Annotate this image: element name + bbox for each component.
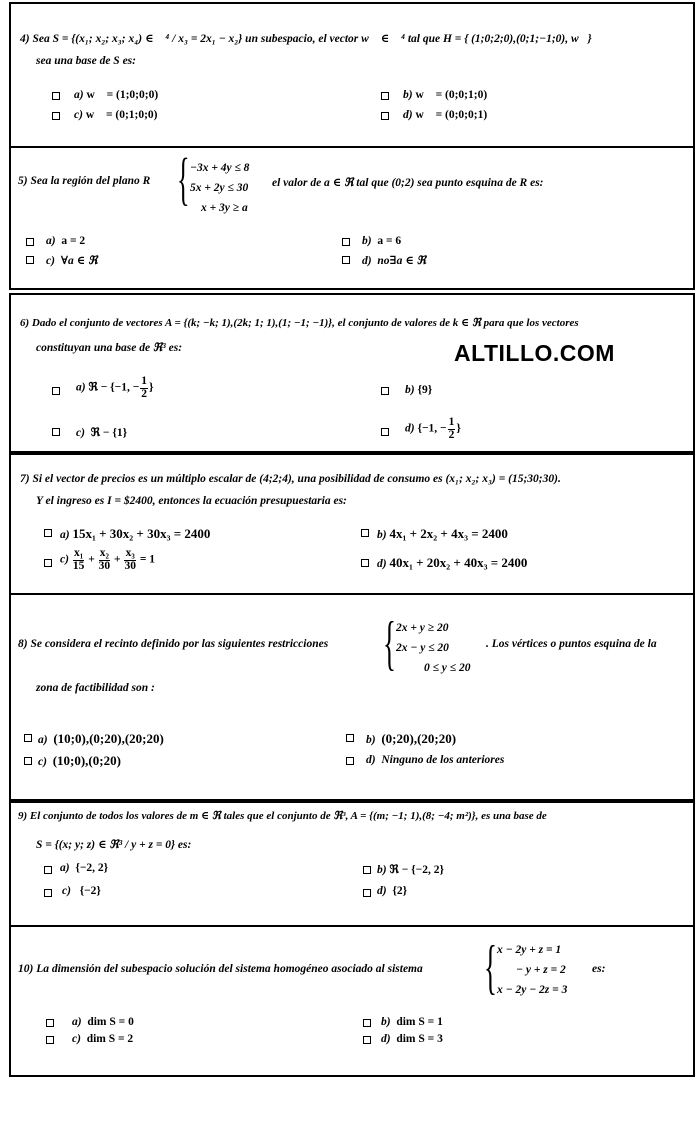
q9-option-b[interactable]: b) ℜ − {−2, 2} <box>377 864 444 876</box>
q6-option-d[interactable]: d) {−1, − $\frac{1}{2}$ } <box>405 416 461 441</box>
q7-stem-line2: Y el ingreso es I = $2400, entonces la ecuación presupuestaria es: <box>36 495 347 507</box>
q6-option-b-checkbox[interactable] <box>381 387 389 395</box>
q6-option-b[interactable]: b) {9} <box>405 384 433 396</box>
q8-system-row-2: 2x − y ≤ 20 <box>396 642 449 654</box>
q4-stem-line2: sea una base de S es: <box>36 55 136 67</box>
q10-option-a[interactable]: a) dim S = 0 <box>72 1016 134 1028</box>
q7-option-b[interactable]: b) 4x₁ + 2x₂ + 4x₃ = 2400 <box>377 526 508 541</box>
question-8-box <box>9 593 695 801</box>
q9-option-a-checkbox[interactable] <box>44 866 52 874</box>
q5-option-a-checkbox[interactable] <box>26 238 34 246</box>
watermark: ALTILLO.COM <box>454 340 615 366</box>
q4-stem-line1: 4) Sea S = {(x₁; x₂; x₃; x₄) ∈ ℜ⁴ / x₃ = 2x₁ − x₂} un subespacio, el vector w⃗ ∈ ℜ⁴ tal que H = { (1;0;2;0),(0;1;−1;0), w⃗} <box>20 33 592 45</box>
q8-option-c-checkbox[interactable] <box>24 757 32 765</box>
q10-system-row-1: x − 2y + z = 1 <box>497 944 562 956</box>
q8-option-c[interactable]: c) (10;0),(0;20) <box>38 753 121 768</box>
q10-option-c[interactable]: c) dim S = 2 <box>72 1033 134 1045</box>
q8-system-row-1: 2x + y ≥ 20 <box>396 622 449 634</box>
q5-stem-suffix: el valor de a ∈ ℜ tal que (0;2) sea punto esquina de R es: <box>272 177 544 189</box>
q8-stem-line2: zona de factibilidad son : <box>36 682 155 694</box>
q9-option-d-checkbox[interactable] <box>363 889 371 897</box>
q6-stem-line1: 6) Dado el conjunto de vectores A = {(k; −k; 1),(2k; 1; 1),(1; −1; −1)}, el conjunto de valores de k ∈ ℜ para que los vectores <box>20 317 579 329</box>
q8-option-a-checkbox[interactable] <box>24 734 32 742</box>
q5-system <box>190 158 249 218</box>
q5-option-c[interactable]: c) ∀a ∈ ℜ <box>46 255 98 267</box>
q7-option-d[interactable]: d) 40x₁ + 20x₂ + 40x₃ = 2400 <box>377 555 528 570</box>
q10-system <box>497 940 567 1000</box>
q9-stem-line1: 9) El conjunto de todos los valores de m ∈ ℜ tales que el conjunto de ℜ³, A = {(m; −1; 1),(8; −4; m²)}, es una base de <box>18 810 547 822</box>
q10-option-a-checkbox[interactable] <box>46 1019 54 1027</box>
q4-option-d[interactable]: d) w⃗ = (0;0;0;1) <box>403 109 488 121</box>
q5-stem-prefix: 5) Sea la región del plano R <box>18 175 151 187</box>
q9-option-b-checkbox[interactable] <box>363 866 371 874</box>
q6-option-c[interactable]: c) ℜ − {1} <box>76 427 128 439</box>
q4-option-c[interactable]: c) w⃗ = (0;1;0;0) <box>74 109 158 121</box>
q5-option-c-checkbox[interactable] <box>26 256 34 264</box>
q10-system-brace: { <box>484 934 497 1000</box>
q10-option-b[interactable]: b) dim S = 1 <box>381 1016 443 1028</box>
q8-option-b[interactable]: b) (0;20),(20;20) <box>366 731 457 746</box>
q10-system-row-2: − y + z = 2 <box>516 964 566 976</box>
q4-option-c-checkbox[interactable] <box>52 112 60 120</box>
q10-stem-suffix: es: <box>592 963 606 975</box>
q5-option-a[interactable]: a) a = 2 <box>46 235 86 247</box>
q4-option-b[interactable]: b) w⃗ = (0;0;1;0) <box>403 89 488 101</box>
q7-option-c[interactable]: c) $\frac{\text{x₁}}{15}$ + $\frac{\text{x₂}}{30}$ + $\frac{\text{x₃}}{30}$ = 1 <box>60 547 155 572</box>
q5-option-b-checkbox[interactable] <box>342 238 350 246</box>
q7-option-a[interactable]: a) 15x₁ + 30x₂ + 30x₃ = 2400 <box>60 526 211 541</box>
q6-stem-line2: constituyan una base de ℜ³ es: <box>36 342 183 354</box>
q5-option-b[interactable]: b) a = 6 <box>362 235 402 247</box>
q7-option-b-checkbox[interactable] <box>361 529 369 537</box>
question-5-box <box>9 146 695 290</box>
q5-system-row-1: −3x + 4y ≤ 8 <box>190 162 250 174</box>
q4-option-d-checkbox[interactable] <box>381 112 389 120</box>
question-4-box <box>9 2 695 148</box>
q10-option-b-checkbox[interactable] <box>363 1019 371 1027</box>
q10-option-c-checkbox[interactable] <box>46 1036 54 1044</box>
q4-option-b-checkbox[interactable] <box>381 92 389 100</box>
q9-option-a[interactable]: a) {−2, 2} <box>60 862 109 874</box>
q9-option-c-checkbox[interactable] <box>44 889 52 897</box>
q7-option-c-checkbox[interactable] <box>44 559 52 567</box>
q6-option-c-checkbox[interactable] <box>52 428 60 436</box>
q8-system <box>396 618 470 678</box>
q8-option-d-checkbox[interactable] <box>346 757 354 765</box>
q5-option-d-checkbox[interactable] <box>342 256 350 264</box>
q5-system-brace: { <box>177 146 190 211</box>
q5-option-d[interactable]: d) no∃a ∈ ℜ <box>362 255 426 267</box>
q8-stem-prefix: 8) Se considera el recinto definido por las siguientes restricciones <box>18 638 329 650</box>
question-10-box <box>9 925 695 1077</box>
q8-option-b-checkbox[interactable] <box>346 734 354 742</box>
q8-option-d[interactable]: d) Ninguno de los anteriores <box>366 754 505 766</box>
q10-stem-prefix: 10) La dimensión del subespacio solución del sistema homogéneo asociado al sistema <box>18 963 423 975</box>
q7-option-a-checkbox[interactable] <box>44 529 52 537</box>
q10-option-d[interactable]: d) dim S = 3 <box>381 1033 443 1045</box>
q4-option-a[interactable]: a) w⃗ = (1;0;0;0) <box>74 89 159 101</box>
q4-option-a-checkbox[interactable] <box>52 92 60 100</box>
q8-stem-suffix: . Los vértices o puntos esquina de la <box>486 638 657 650</box>
q10-system-row-3: x − 2y − 2z = 3 <box>497 984 568 996</box>
q7-option-d-checkbox[interactable] <box>361 559 369 567</box>
q8-system-brace: { <box>383 610 396 676</box>
q7-stem-line1: 7) Si el vector de precios es un múltiplo escalar de (4;2;4), una posibilidad de consumo es (x₁; x₂; x₃) = (15;30;30). <box>20 473 561 485</box>
q8-system-row-3: 0 ≤ y ≤ 20 <box>424 662 471 674</box>
q9-stem-line2: S = {(x; y; z) ∈ ℜ³ / y + z = 0} es: <box>36 839 192 851</box>
q8-option-a[interactable]: a) (10;0),(0;20),(20;20) <box>38 731 164 746</box>
q6-option-a-checkbox[interactable] <box>52 387 60 395</box>
q6-option-a[interactable]: a) ℜ − {−1, − $\frac{1}{2}$ } <box>76 375 154 400</box>
q9-option-d[interactable]: d) {2} <box>377 885 408 897</box>
q5-system-row-2: 5x + 2y ≤ 30 <box>190 182 249 194</box>
q10-option-d-checkbox[interactable] <box>363 1036 371 1044</box>
q9-option-c[interactable]: c) {−2} <box>62 885 101 897</box>
q6-option-d-checkbox[interactable] <box>381 428 389 436</box>
q5-system-row-3: x + 3y ≥ a <box>201 202 248 214</box>
